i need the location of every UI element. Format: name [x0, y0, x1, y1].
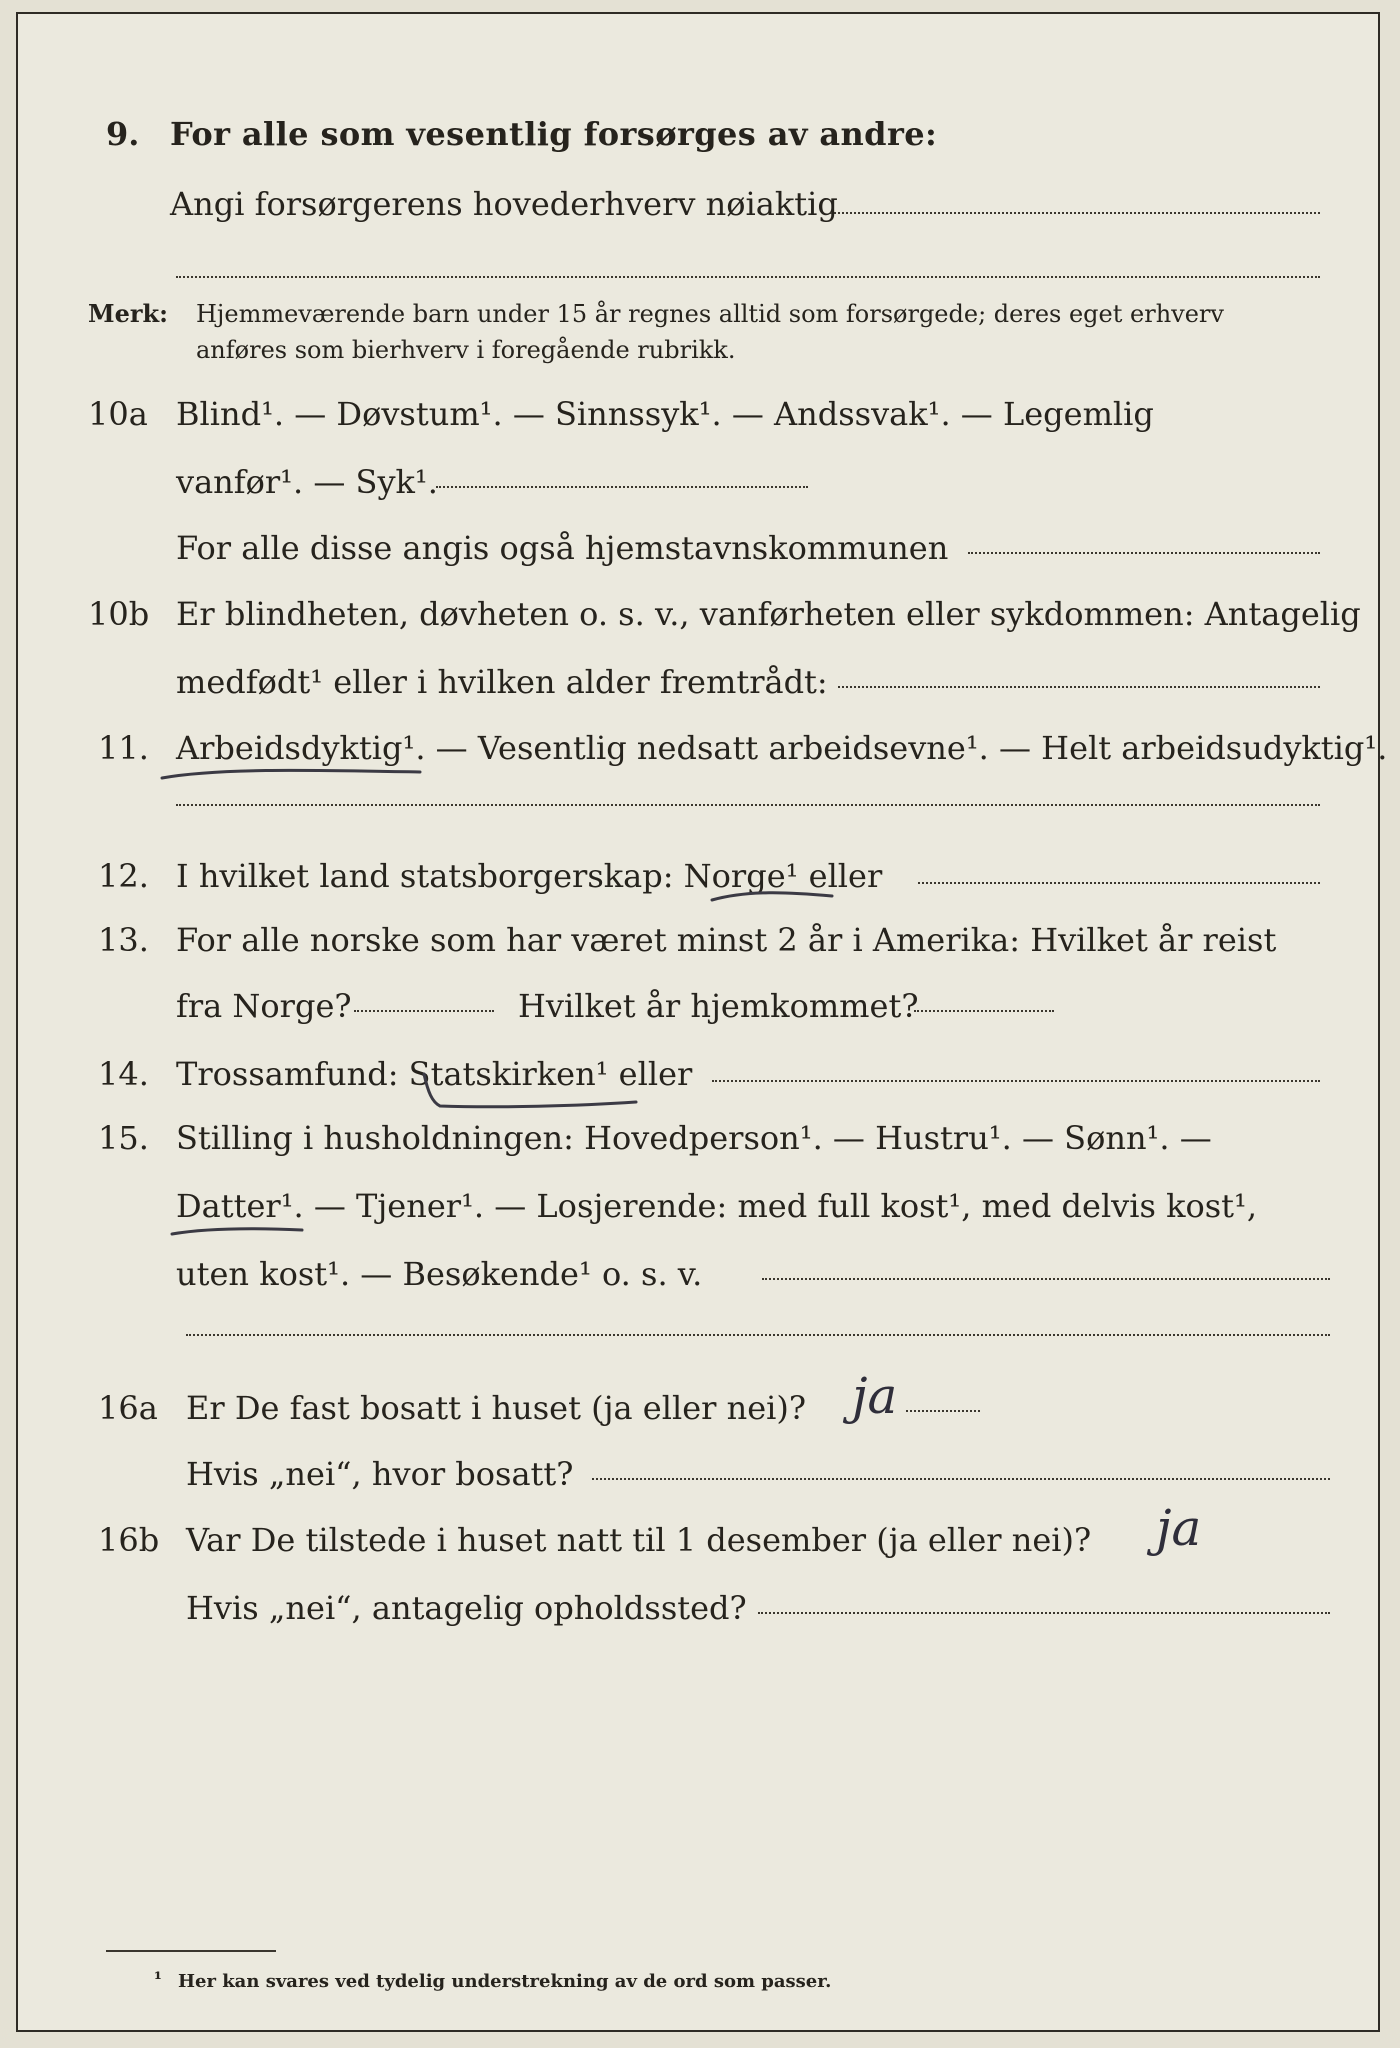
- census-form-page: [16, 12, 1388, 2032]
- q16b-line1: Var De tilstede i huset natt til 1 desember (ja eller nei)?: [186, 1521, 1092, 1559]
- q10a-line3: For alle disse angis også hjemstavnskommunen: [176, 529, 949, 567]
- q16a-bosatt-line: [592, 1478, 1330, 1480]
- q9-line2: Angi forsørgerens hovederhverv nøiaktig: [170, 185, 838, 223]
- q16a-line2: Hvis „nei“, hvor bosatt?: [186, 1455, 574, 1493]
- q10a-hjemstavn-line: [968, 552, 1320, 554]
- q15-number: 15.: [98, 1119, 149, 1157]
- q12-answer-line: [918, 882, 1320, 884]
- q10b-number: 10b: [88, 595, 150, 633]
- q15-line1: Stilling i husholdningen: Hovedperson¹. — Hustru¹. — Sønn¹. —: [176, 1119, 1212, 1157]
- q16b-number: 16b: [98, 1521, 160, 1559]
- q11-number: 11.: [98, 729, 149, 767]
- q9-number: 9.: [106, 115, 140, 153]
- footnote-rule: [106, 1950, 276, 1952]
- q16a-answer-line: [906, 1410, 980, 1412]
- merk-line2: anføres som bierhverv i foregående rubrikk.: [196, 336, 736, 364]
- q10a-number: 10a: [88, 395, 148, 433]
- q15-answer-line-2: [186, 1334, 1330, 1336]
- q11-answer-line: [176, 804, 1320, 806]
- q13-reist-line: [354, 1010, 494, 1012]
- q16a-handwritten-answer: ja: [852, 1367, 898, 1425]
- q16b-handwritten-answer: ja: [1156, 1499, 1202, 1557]
- q16a-line1: Er De fast bosatt i huset (ja eller nei)?: [186, 1389, 807, 1427]
- q14-number: 14.: [98, 1055, 149, 1093]
- q9-line1: For alle som vesentlig forsørges av andre:: [170, 115, 938, 153]
- q10b-alder-line: [838, 686, 1320, 688]
- q13-line1: For alle norske som har været minst 2 år i Amerika: Hvilket år reist: [176, 921, 1277, 959]
- q16b-line2: Hvis „nei“, antagelig opholdssted?: [186, 1589, 747, 1627]
- q12-line1: I hvilket land statsborgerskap: Norge¹ eller: [176, 857, 883, 895]
- merk-line1: Hjemmeværende barn under 15 år regnes alltid som forsørgede; deres eget erhverv: [196, 300, 1224, 328]
- q15-answer-line: [762, 1278, 1330, 1280]
- q13-line2b: Hvilket år hjemkommet?: [518, 987, 919, 1025]
- q13-hjemkommet-line: [914, 1010, 1054, 1012]
- footnote-text: Her kan svares ved tydelig understrekning av de ord som passer.: [178, 1971, 832, 1992]
- q16b-opholdssted-line: [758, 1612, 1330, 1614]
- q12-number: 12.: [98, 857, 149, 895]
- q14-answer-line: [712, 1080, 1320, 1082]
- q10b-line1: Er blindheten, døvheten o. s. v., vanførheten eller sykdommen: Antagelig: [176, 595, 1361, 633]
- merk-label: Merk:: [88, 299, 168, 328]
- q10a-syk-line: [436, 486, 808, 488]
- q10b-line2: medfødt¹ eller i hvilken alder fremtrådt:: [176, 663, 828, 701]
- q11-line1: Arbeidsdyktig¹. — Vesentlig nedsatt arbeidsevne¹. — Helt arbeidsudyktig¹.: [176, 729, 1388, 767]
- q15-line2: Datter¹. — Tjener¹. — Losjerende: med full kost¹, med delvis kost¹,: [176, 1187, 1258, 1225]
- q16a-number: 16a: [98, 1389, 158, 1427]
- q9-answer-line-2: [176, 276, 1320, 278]
- q10a-line2: vanfør¹. — Syk¹.: [176, 463, 438, 501]
- q13-line2a: fra Norge?: [176, 987, 352, 1025]
- q10a-line1: Blind¹. — Døvstum¹. — Sinnssyk¹. — Andssvak¹. — Legemlig: [176, 395, 1154, 433]
- q13-number: 13.: [98, 921, 149, 959]
- q9-answer-line: [830, 212, 1320, 214]
- q14-line1: Trossamfund: Statskirken¹ eller: [176, 1055, 693, 1093]
- footnote-mark: ¹: [154, 1969, 162, 1990]
- q15-line3: uten kost¹. — Besøkende¹ o. s. v.: [176, 1255, 703, 1293]
